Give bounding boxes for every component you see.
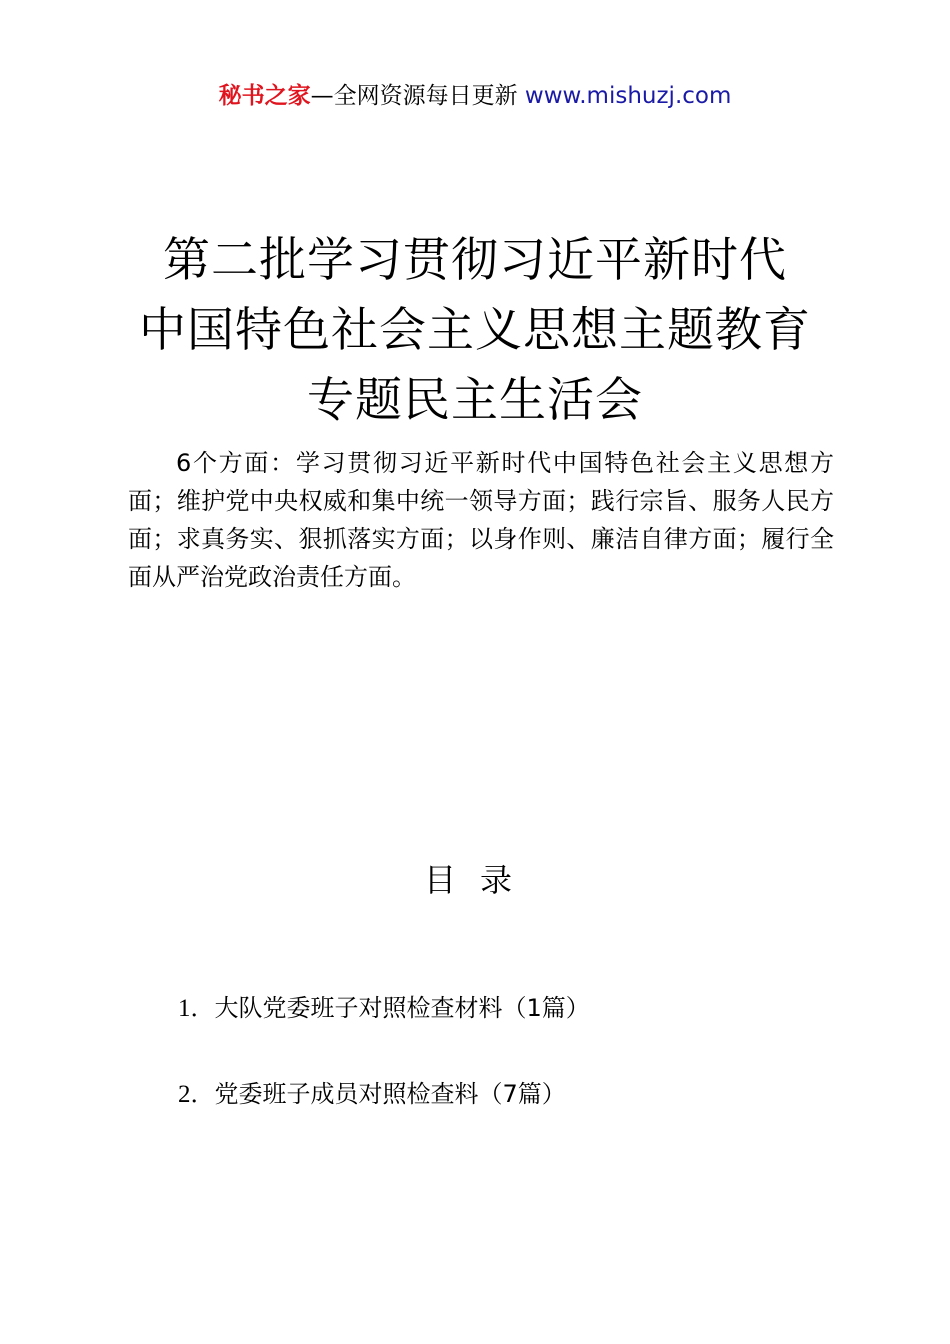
title-line-2: 中国特色社会主义思想主题教育 — [139, 303, 811, 358]
toc-item[interactable] — [178, 990, 590, 1027]
site-brand: 秘书之家 — [218, 83, 311, 109]
site-url-link[interactable]: www.mishuzj.com — [524, 83, 732, 109]
toc-heading: 目录 — [423, 861, 536, 899]
document-title — [0, 226, 950, 436]
toc-item-number: 2 — [178, 1081, 191, 1108]
title-line-3: 专题民主生活会 — [307, 373, 643, 428]
toc-item-text: ．党委班子成员对照检查料（7篇） — [190, 1080, 566, 1108]
site-header — [0, 80, 950, 112]
toc-item-text: ．大队党委班子对照检查材料（1篇） — [190, 994, 590, 1022]
toc-item[interactable] — [178, 1076, 566, 1113]
site-slogan: —全网资源每日更新 — [310, 83, 518, 109]
intro-paragraph: 6个方面：学习贯彻习近平新时代中国特色社会主义思想方面；维护党中央权威和集中统一领导方面；践行宗旨、服务人民方面；求真务实、狠抓落实方面；以身作则、廉洁自律方面；履行全面从严治党政治责任方面。 — [128, 449, 834, 591]
title-line-1: 第二批学习贯彻习近平新时代 — [163, 233, 787, 288]
toc-item-number: 1 — [178, 995, 191, 1022]
